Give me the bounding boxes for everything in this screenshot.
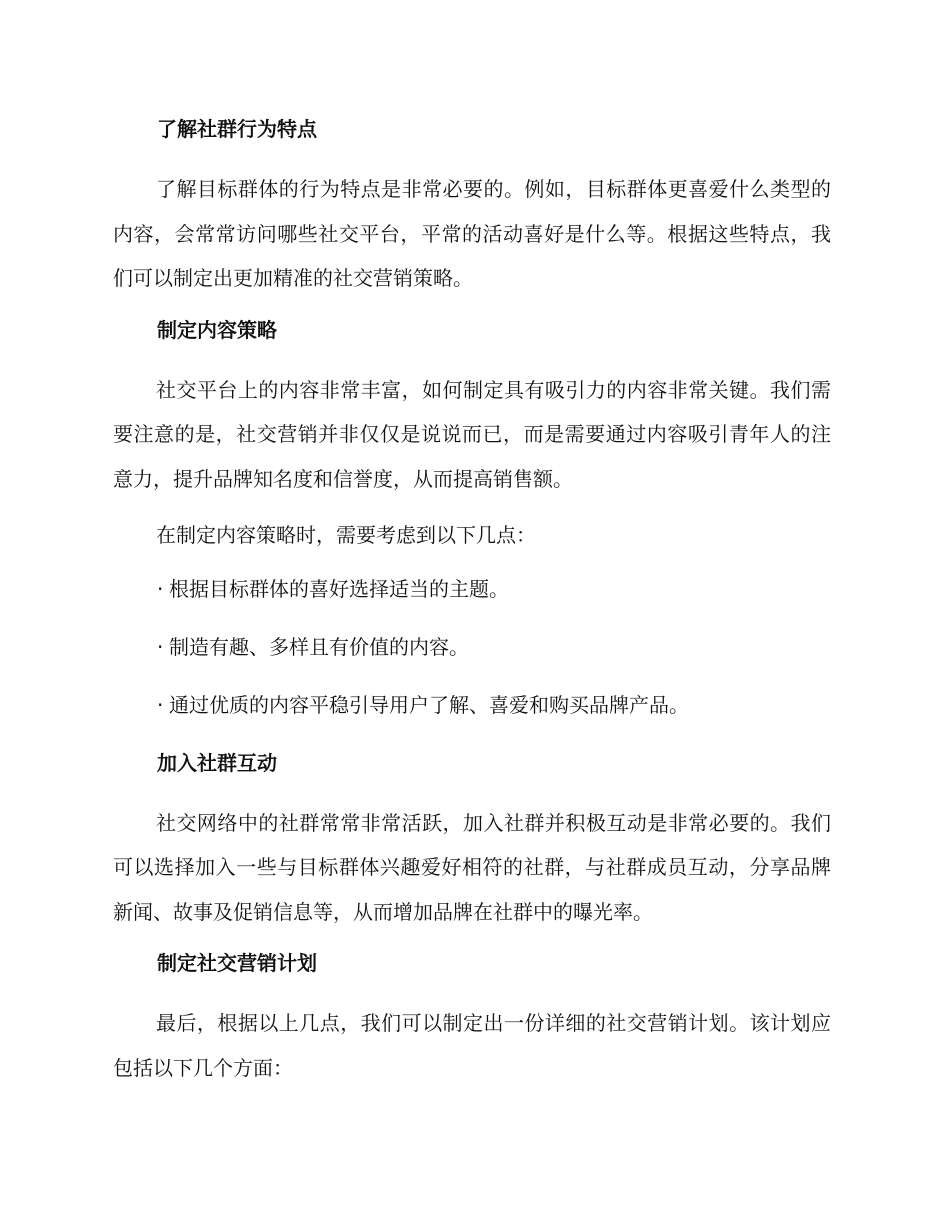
- list-item-text: 通过优质的内容平稳引导用户了解、喜爱和购买品牌产品。: [169, 692, 689, 717]
- bullet-symbol: ·: [157, 692, 164, 717]
- list-item: [113, 688, 831, 722]
- list-item-text: 制造有趣、多样且有价值的内容。: [169, 634, 469, 659]
- list-item: [113, 572, 831, 606]
- bullet-symbol: ·: [157, 634, 164, 659]
- paragraph-content-strategy: 社交平台上的内容非常丰富，如何制定具有吸引力的内容非常关键。我们需要注意的是，社交营销并非仅仅是说说而已，而是需要通过内容吸引青年人的注意力，提升品牌知名度和信誉度，从而提高销售额。: [113, 377, 831, 491]
- paragraph-community: 社交网络中的社群常常非常活跃，加入社群并积极互动是非常必要的。我们可以选择加入一些与目标群体兴趣爱好相符的社群，与社群成员互动，分享品牌新闻、故事及促销信息等，从而增加品牌在社群中的曝光率。: [113, 810, 831, 924]
- document-body: [113, 112, 831, 1102]
- section-heading-content-strategy: 制定内容策略: [157, 317, 277, 342]
- section-heading-community: 加入社群互动: [157, 750, 277, 775]
- list-item: [113, 630, 831, 664]
- list-item-text: 根据目标群体的喜好选择适当的主题。: [169, 576, 509, 601]
- paragraph-considerations: 在制定内容策略时，需要考虑到以下几点：: [156, 523, 536, 547]
- bullet-symbol: ·: [157, 576, 164, 601]
- section-heading-marketing-plan: 制定社交营销计划: [157, 951, 317, 975]
- section-heading-behavior: 了解社群行为特点: [157, 117, 317, 141]
- paragraph-behavior: 了解目标群体的行为特点是非常必要的。例如，目标群体更喜爱什么类型的内容，会常常访问哪些社交平台，平常的活动喜好是什么等。根据这些特点，我们可以制定出更加精准的社交营销策略。: [113, 177, 831, 290]
- paragraph-marketing-plan: 最后，根据以上几点，我们可以制定出一份详细的社交营销计划。该计划应包括以下几个方面：: [113, 1011, 831, 1080]
